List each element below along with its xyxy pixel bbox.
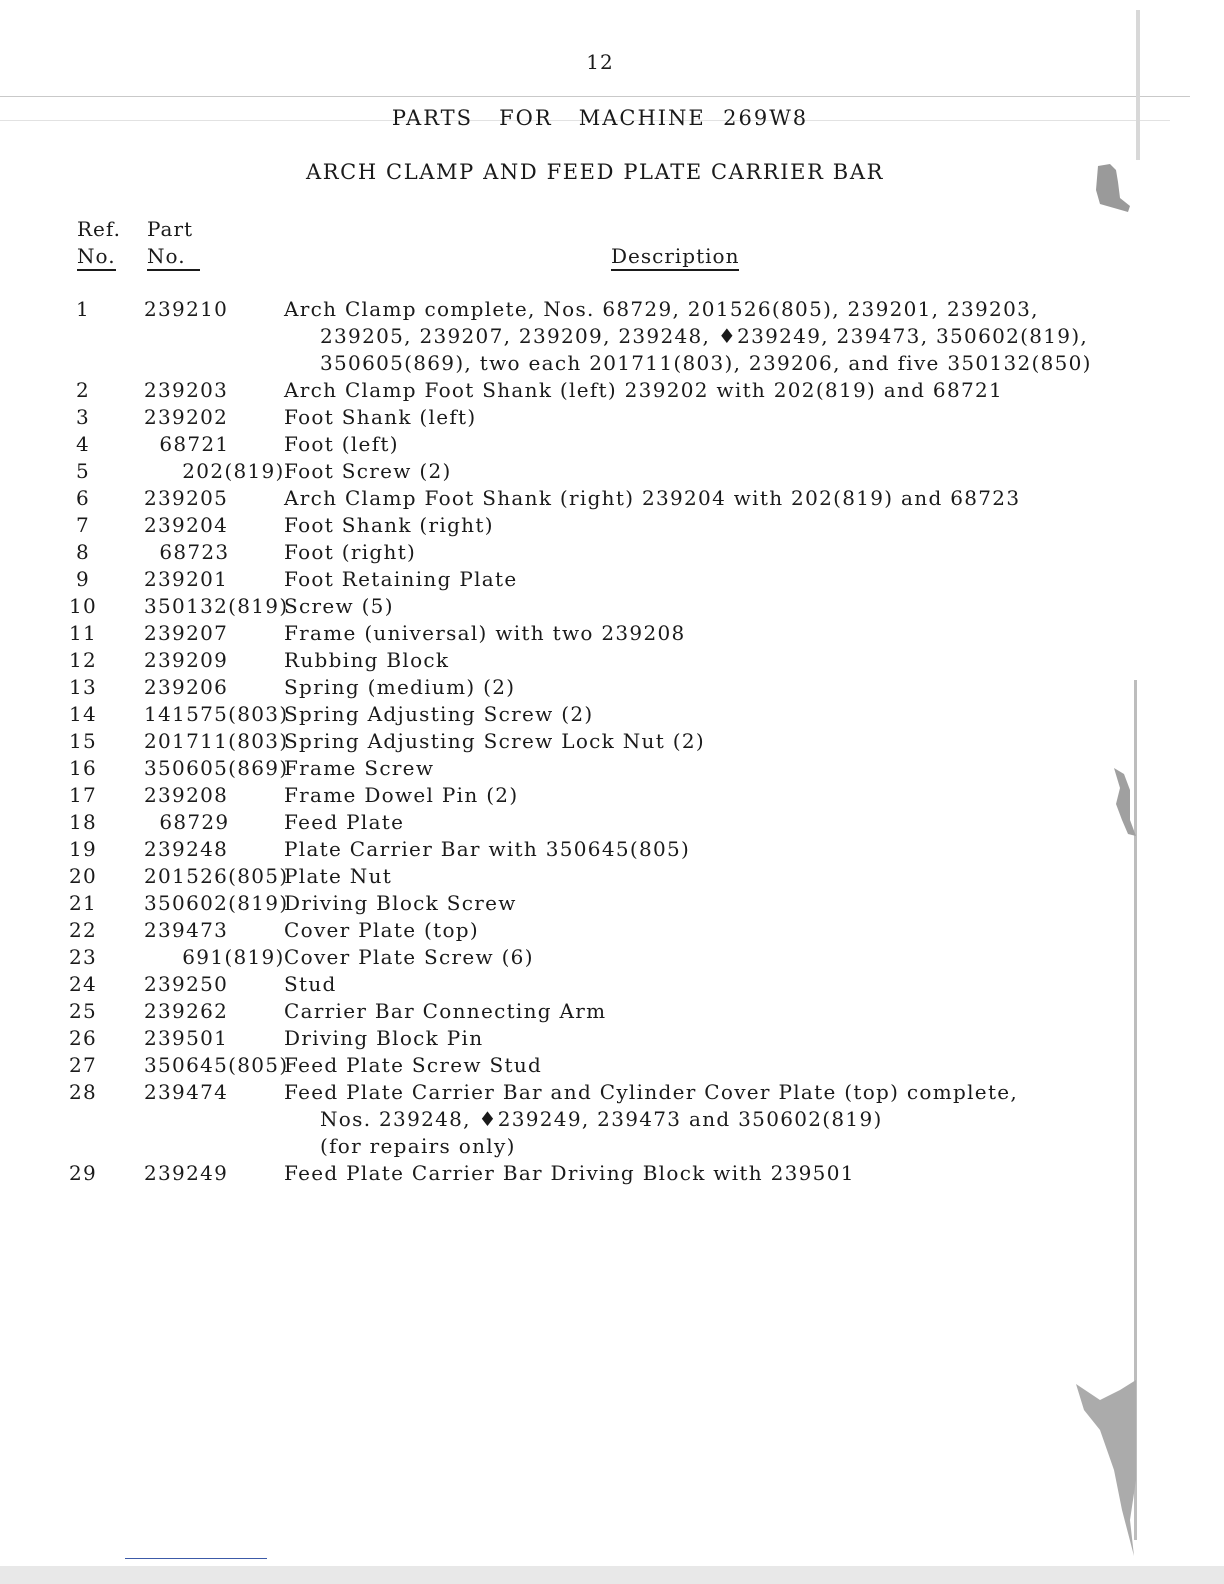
ref-number: 10 <box>68 594 98 618</box>
part-number: 239201 <box>144 567 229 591</box>
parts-row <box>60 755 1140 782</box>
description-line: Spring Adjusting Screw (2) <box>284 702 594 726</box>
part-description <box>284 674 1140 701</box>
part-number: 201711(803) <box>144 729 289 753</box>
page-title: PARTS FOR MACHINE 269W8 <box>391 106 809 130</box>
part-number: 239474 <box>144 1080 229 1104</box>
ref-no-header <box>77 216 121 270</box>
description-continuation: Nos. 239248, ♦239249, 239473 and 350602(819) <box>320 1107 883 1131</box>
parts-row <box>60 863 1140 890</box>
part-description <box>284 755 1140 782</box>
description-line: Feed Plate Screw Stud <box>284 1053 543 1077</box>
description-line: Spring (medium) (2) <box>284 675 516 699</box>
part-number: 350602(819) <box>144 891 289 915</box>
ref-header-line1: Ref. <box>77 217 121 241</box>
ref-number: 28 <box>68 1080 98 1104</box>
description-line: Foot (right) <box>284 540 417 564</box>
scan-edge-mark <box>1136 10 1140 160</box>
part-description <box>284 1079 1140 1160</box>
parts-row <box>60 836 1140 863</box>
part-no-header <box>147 216 200 270</box>
part-number: 239203 <box>144 378 229 402</box>
part-description <box>284 863 1140 890</box>
part-number: 202(819) <box>144 459 285 483</box>
part-number: 239250 <box>144 972 229 996</box>
parts-row <box>60 1052 1140 1079</box>
description-line: Driving Block Screw <box>284 891 517 915</box>
part-header-line1: Part <box>147 217 194 241</box>
part-number: 68723 <box>144 540 230 564</box>
part-description <box>284 620 1140 647</box>
part-description <box>284 647 1140 674</box>
part-number: 68729 <box>144 810 230 834</box>
parts-row <box>60 404 1140 431</box>
ref-number: 18 <box>68 810 98 834</box>
part-description <box>284 1160 1140 1187</box>
parts-row <box>60 566 1140 593</box>
parts-row <box>60 512 1140 539</box>
description-line: Foot Retaining Plate <box>284 567 518 591</box>
description-line: Carrier Bar Connecting Arm <box>284 999 607 1023</box>
description-line: Rubbing Block <box>284 648 450 672</box>
part-description <box>284 377 1140 404</box>
part-number: 239209 <box>144 648 229 672</box>
parts-row <box>60 701 1140 728</box>
ref-number: 8 <box>75 540 91 564</box>
ref-number: 16 <box>68 756 98 780</box>
part-number: 350132(819) <box>144 594 289 618</box>
description-line: Foot Screw (2) <box>284 459 452 483</box>
parts-row <box>60 431 1140 458</box>
description-line: Arch Clamp Foot Shank (right) 239204 with 202(819) and 68723 <box>284 486 1021 510</box>
parts-row <box>60 593 1140 620</box>
ref-number: 1 <box>75 297 91 321</box>
part-number: 239248 <box>144 837 229 861</box>
ref-number: 4 <box>75 432 91 456</box>
description-line: Stud <box>284 972 337 996</box>
part-description <box>284 485 1140 512</box>
parts-row <box>60 971 1140 998</box>
part-number: 239249 <box>144 1161 229 1185</box>
scan-bottom-band <box>0 1566 1224 1584</box>
ref-number: 7 <box>75 513 91 537</box>
description-line: Frame Dowel Pin (2) <box>284 783 519 807</box>
ref-number: 27 <box>68 1053 98 1077</box>
part-number: 239206 <box>144 675 229 699</box>
part-number: 239210 <box>144 297 229 321</box>
ref-number: 22 <box>68 918 98 942</box>
parts-row <box>60 944 1140 971</box>
ref-number: 2 <box>75 378 91 402</box>
ref-number: 23 <box>68 945 98 969</box>
description-line: Plate Nut <box>284 864 393 888</box>
parts-row <box>60 728 1140 755</box>
part-number: 239501 <box>144 1026 229 1050</box>
description-line: Arch Clamp complete, Nos. 68729, 201526(805), 239201, 239203, <box>284 297 1039 321</box>
part-description <box>284 539 1140 566</box>
parts-row <box>60 647 1140 674</box>
parts-row <box>60 539 1140 566</box>
part-description <box>284 512 1140 539</box>
description-line: Foot (left) <box>284 432 399 456</box>
part-header-line2: No. <box>147 244 200 271</box>
ref-number: 26 <box>68 1026 98 1050</box>
part-description <box>284 728 1140 755</box>
description-header <box>611 243 739 270</box>
parts-row <box>60 1025 1140 1052</box>
ref-number: 19 <box>68 837 98 861</box>
part-description <box>284 593 1140 620</box>
description-header-label: Description <box>611 244 739 271</box>
part-number: 239208 <box>144 783 229 807</box>
ref-number: 11 <box>68 621 98 645</box>
description-line: Feed Plate Carrier Bar and Cylinder Cover Plate (top) complete, <box>284 1080 1019 1104</box>
part-number: 201526(805) <box>144 864 289 888</box>
parts-row <box>60 296 1140 377</box>
ref-number: 6 <box>75 486 91 510</box>
parts-row <box>60 998 1140 1025</box>
part-description <box>284 458 1140 485</box>
description-line: Frame Screw <box>284 756 435 780</box>
part-number: 239262 <box>144 999 229 1023</box>
description-line: Frame (universal) with two 239208 <box>284 621 686 645</box>
top-rule <box>0 96 1190 97</box>
ref-number: 25 <box>68 999 98 1023</box>
parts-list <box>60 296 1140 1187</box>
description-line: Feed Plate Carrier Bar Driving Block with 239501 <box>284 1161 855 1185</box>
page-number: 12 <box>586 50 614 74</box>
part-description <box>284 917 1140 944</box>
ref-number: 20 <box>68 864 98 888</box>
footer-rule <box>125 1558 267 1559</box>
parts-row <box>60 782 1140 809</box>
description-line: Driving Block Pin <box>284 1026 484 1050</box>
description-continuation: 239205, 239207, 239209, 239248, ♦239249, 239473, 350602(819), <box>320 324 1089 348</box>
description-line: Feed Plate <box>284 810 405 834</box>
description-line: Screw (5) <box>284 594 394 618</box>
description-line: Arch Clamp Foot Shank (left) 239202 with 202(819) and 68721 <box>284 378 1004 402</box>
part-description <box>284 431 1140 458</box>
part-description <box>284 890 1140 917</box>
description-continuation: (for repairs only) <box>320 1134 516 1158</box>
part-number: 239207 <box>144 621 229 645</box>
ref-number: 13 <box>68 675 98 699</box>
torn-edge-mark-bottom <box>1070 1360 1150 1560</box>
description-line: Foot Shank (left) <box>284 405 477 429</box>
part-description <box>284 296 1140 377</box>
ref-number: 15 <box>68 729 98 753</box>
description-line: Spring Adjusting Screw Lock Nut (2) <box>284 729 705 753</box>
ref-header-line2: No. <box>77 244 116 271</box>
part-description <box>284 1025 1140 1052</box>
ref-number: 21 <box>68 891 98 915</box>
parts-row <box>60 890 1140 917</box>
ref-number: 14 <box>68 702 98 726</box>
parts-row <box>60 485 1140 512</box>
part-description <box>284 566 1140 593</box>
section-title: ARCH CLAMP AND FEED PLATE CARRIER BAR <box>306 160 884 184</box>
part-number: 239202 <box>144 405 229 429</box>
description-continuation: 350605(869), two each 201711(803), 239206, and five 350132(850) <box>320 351 1092 375</box>
description-line: Foot Shank (right) <box>284 513 494 537</box>
part-description <box>284 782 1140 809</box>
ref-number: 17 <box>68 783 98 807</box>
part-description <box>284 944 1140 971</box>
ref-number: 9 <box>75 567 91 591</box>
part-description <box>284 809 1140 836</box>
description-line: Plate Carrier Bar with 350645(805) <box>284 837 691 861</box>
parts-row <box>60 809 1140 836</box>
part-description <box>284 404 1140 431</box>
part-number: 239204 <box>144 513 229 537</box>
parts-row <box>60 674 1140 701</box>
part-number: 68721 <box>144 432 230 456</box>
ref-number: 5 <box>75 459 91 483</box>
part-number: 691(819) <box>144 945 285 969</box>
part-number: 350645(805) <box>144 1053 289 1077</box>
part-description <box>284 998 1140 1025</box>
part-number: 141575(803) <box>144 702 289 726</box>
part-description <box>284 971 1140 998</box>
ref-number: 3 <box>75 405 91 429</box>
parts-row <box>60 917 1140 944</box>
parts-row <box>60 1079 1140 1160</box>
part-number: 239473 <box>144 918 229 942</box>
part-description <box>284 701 1140 728</box>
part-number: 350605(869) <box>144 756 289 780</box>
part-number: 239205 <box>144 486 229 510</box>
ref-number: 24 <box>68 972 98 996</box>
description-line: Cover Plate (top) <box>284 918 479 942</box>
ref-number: 29 <box>68 1161 98 1185</box>
parts-row <box>60 1160 1140 1187</box>
parts-row <box>60 620 1140 647</box>
part-description <box>284 1052 1140 1079</box>
part-description <box>284 836 1140 863</box>
parts-row <box>60 377 1140 404</box>
parts-row <box>60 458 1140 485</box>
description-line: Cover Plate Screw (6) <box>284 945 534 969</box>
ref-number: 12 <box>68 648 98 672</box>
